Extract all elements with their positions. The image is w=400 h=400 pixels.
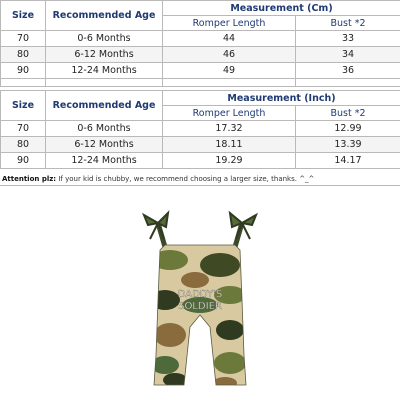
bust-cell: 12.99 (296, 121, 400, 137)
bust-cell: 36 (296, 63, 400, 79)
header-bust: Bust *2 (296, 16, 400, 31)
header-recommended-age: Recommended Age (46, 1, 163, 31)
size-chart-cm (0, 0, 400, 87)
print-line-2: SOLDIER (178, 301, 222, 312)
note-text: If your kid is chubby, we recommend choosing a larger size, thanks. ^_^ (56, 175, 315, 183)
camo-pattern (130, 205, 270, 395)
age-cell: 12-24 Months (46, 153, 163, 169)
length-cell: 46 (163, 47, 296, 63)
header-bust: Bust *2 (296, 106, 400, 121)
left-bow (144, 213, 168, 239)
length-cell: 18.11 (163, 137, 296, 153)
bust-cell: 34 (296, 47, 400, 63)
header-measurement: Measurement (Cm) (163, 1, 400, 16)
size-advice-note (2, 172, 398, 186)
length-cell: 49 (163, 63, 296, 79)
size-cell: 90 (1, 153, 46, 169)
age-cell: 0-6 Months (46, 31, 163, 47)
table-row (1, 31, 400, 47)
camo-romper-image (130, 205, 270, 395)
length-cell: 44 (163, 31, 296, 47)
bust-cell: 14.17 (296, 153, 400, 169)
age-cell: 12-24 Months (46, 63, 163, 79)
bust-cell: 13.39 (296, 137, 400, 153)
note-label: Attention plz: (2, 175, 57, 183)
table-row (1, 47, 400, 63)
header-size: Size (1, 91, 46, 121)
header-romper-length: Romper Length (163, 16, 296, 31)
size-cell: 70 (1, 121, 46, 137)
table-row (1, 121, 400, 137)
age-cell: 6-12 Months (46, 137, 163, 153)
table-row (1, 153, 400, 169)
header-romper-length: Romper Length (163, 106, 296, 121)
divider (0, 185, 400, 186)
table-row (1, 137, 400, 153)
size-cell: 90 (1, 63, 46, 79)
header-measurement: Measurement (Inch) (163, 91, 400, 106)
header-size: Size (1, 1, 46, 31)
table-row (1, 63, 400, 79)
size-cell: 70 (1, 31, 46, 47)
size-chart-inch (0, 90, 400, 169)
table-spacer-row (1, 79, 400, 87)
age-cell: 0-6 Months (46, 121, 163, 137)
age-cell: 6-12 Months (46, 47, 163, 63)
print-line-1: DADDY'S (177, 289, 223, 300)
bust-cell: 33 (296, 31, 400, 47)
header-recommended-age: Recommended Age (46, 91, 163, 121)
size-cell: 80 (1, 137, 46, 153)
right-bow (230, 213, 256, 239)
length-cell: 17.32 (163, 121, 296, 137)
length-cell: 19.29 (163, 153, 296, 169)
size-cell: 80 (1, 47, 46, 63)
